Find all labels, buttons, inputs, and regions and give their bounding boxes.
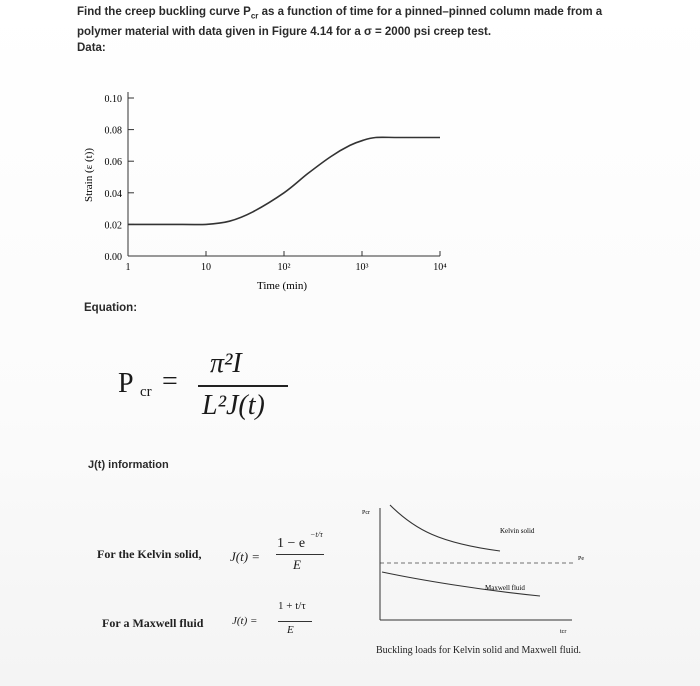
eq-fraction-bar (198, 385, 288, 387)
x-tick-label: 1 (125, 262, 131, 273)
creep-strain-chart (70, 80, 490, 300)
maxwell-label: For a Maxwell fluid (102, 616, 204, 630)
buckling-load-chart (360, 500, 610, 640)
eq-equals: = (162, 366, 178, 397)
kelvin-label: For the Kelvin solid, (97, 547, 202, 561)
eq-lhs-p: P (118, 368, 134, 399)
y-tick-label: 0.00 (104, 252, 122, 263)
kelvin-denominator: E (293, 557, 301, 572)
problem-statement: Find the creep buckling curve $P_{cr}$ as a function of time for a pinned–pinned column made from a polymer material with data given in Figure 4.14 for a σ = 2000 psi creep test. (77, 6, 603, 39)
kelvin-curve (390, 505, 500, 551)
kelvin-curve-label: Kelvin solid (500, 527, 535, 535)
x-tick-label: 10³ (355, 262, 369, 273)
y-axis (105, 92, 135, 263)
maxwell-curve-label: Maxwell fluid (485, 584, 525, 592)
maxwell-fraction-bar (278, 621, 312, 622)
x-axis-label: Time (min) (256, 280, 308, 292)
equation-heading: Equation: (84, 302, 138, 314)
jt-heading: J(t) information (88, 459, 169, 471)
chart-series (128, 137, 440, 224)
maxwell-formula (232, 600, 342, 650)
kelvin-lhs: J(t) = (230, 549, 261, 564)
small-y-label: Pcr (362, 510, 370, 516)
series-line (128, 137, 440, 224)
figure-caption: Buckling loads for Kelvin solid and Maxwell fluid. (376, 645, 581, 656)
eq-numerator: π²I (210, 348, 242, 379)
kelvin-fraction-bar (276, 554, 324, 555)
kelvin-exponent: −t/τ (310, 530, 323, 539)
x-tick-label: 10² (277, 262, 291, 273)
y-axis-label: Strain (ε (t)) (83, 147, 95, 203)
eq-lhs-sub: cr (140, 384, 152, 400)
y-tick-label: 0.08 (104, 125, 122, 137)
x-axis (126, 251, 448, 273)
x-tick-label: 10⁴ (433, 262, 447, 273)
y-tick-label: 0.04 (104, 188, 122, 200)
kelvin-numerator: 1 − e (277, 536, 306, 551)
small-x-label: tcr (560, 629, 567, 635)
maxwell-denominator: E (287, 624, 294, 636)
x-tick-label: 10 (201, 262, 211, 273)
eq-denominator: L²J(t) (202, 390, 265, 421)
y-tick-label: 0.02 (104, 220, 122, 232)
data-heading: Data: (77, 42, 106, 54)
asymptote-label: Pe (578, 556, 584, 562)
buckling-equation (118, 340, 318, 430)
kelvin-formula (230, 530, 340, 590)
maxwell-numerator: 1 + t/τ (278, 600, 306, 612)
y-tick-label: 0.10 (104, 94, 122, 105)
maxwell-lhs: J(t) = (232, 615, 258, 627)
y-tick-label: 0.06 (104, 157, 122, 169)
